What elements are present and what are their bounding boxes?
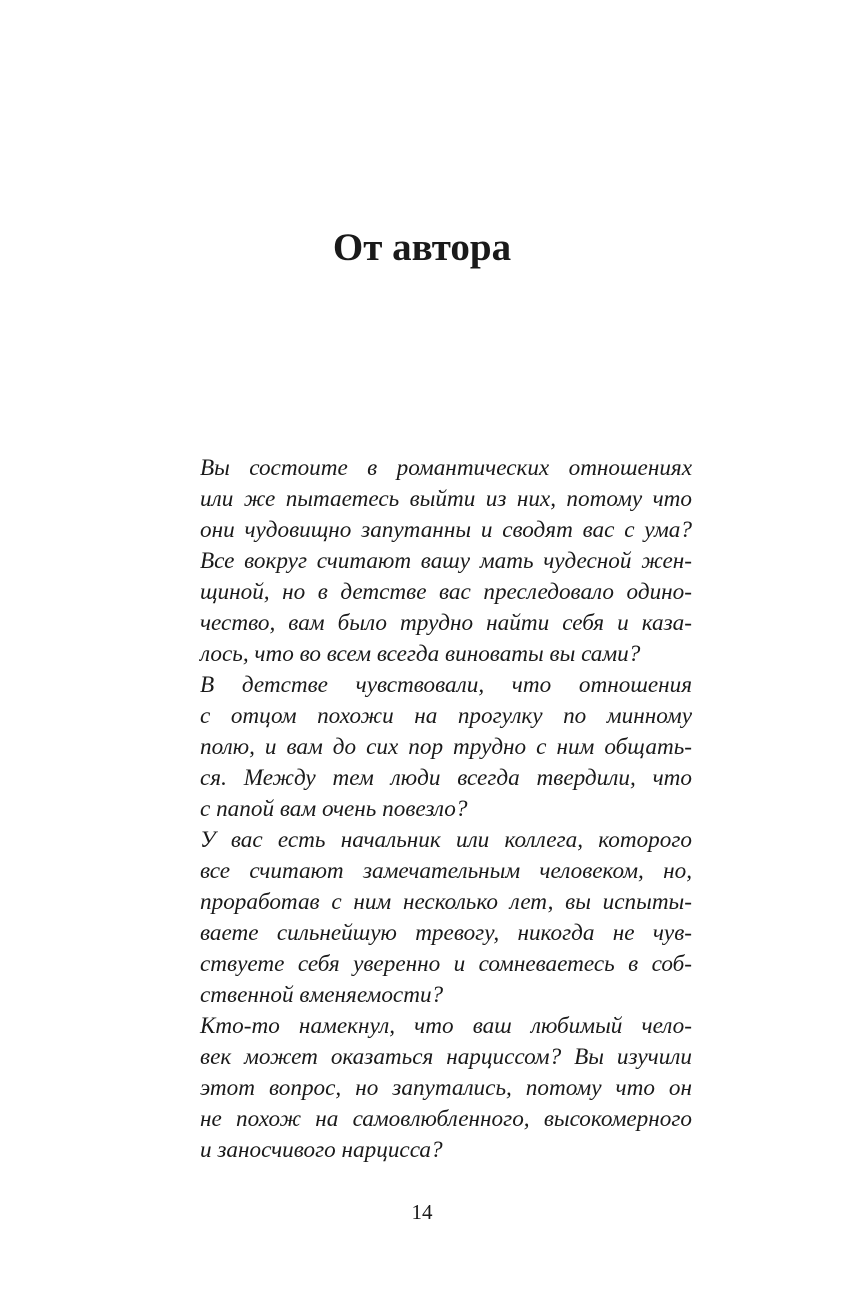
page-number: 14 bbox=[411, 1200, 433, 1224]
text-line: чество, вам было трудно найти себя и каза- bbox=[200, 610, 692, 636]
text-line: лось, что во всем всегда виноваты вы сами? bbox=[200, 641, 641, 667]
text-line: ся. Между тем люди всегда твердили, что bbox=[200, 765, 692, 791]
text-line: проработав с ним несколько лет, вы испыты- bbox=[200, 889, 692, 915]
text-line: ственной вменяемости? bbox=[200, 982, 444, 1008]
text-line: полю, и вам до сих пор трудно с ним общать- bbox=[200, 734, 692, 760]
text-line: ствуете себя уверенно и сомневаетесь в соб- bbox=[200, 951, 692, 977]
text-line: ваете сильнейшую тревогу, никогда не чув- bbox=[200, 920, 692, 946]
text-line: В детстве чувствовали, что отношения bbox=[200, 672, 692, 698]
text-line: Все вокруг считают вашу мать чудесной жен- bbox=[200, 548, 692, 574]
text-line: Вы состоите в романтических отношениях bbox=[200, 455, 692, 481]
text-line: с отцом похожи на прогулку по минному bbox=[200, 703, 692, 729]
body-text bbox=[200, 453, 692, 1166]
text-line: и заносчивого нарцисса? bbox=[200, 1137, 443, 1163]
text-line: щиной, но в детстве вас преследовало одино- bbox=[200, 579, 692, 605]
text-line: с папой вам очень повезло? bbox=[200, 796, 468, 822]
text-line: Кто-то намекнул, что ваш любимый чело- bbox=[200, 1013, 692, 1039]
text-line: или же пытаетесь выйти из них, потому что bbox=[200, 486, 692, 512]
text-line: У вас есть начальник или коллега, которого bbox=[200, 827, 692, 853]
text-line: век может оказаться нарциссом? Вы изучили bbox=[200, 1044, 692, 1070]
text-line: все считают замечательным человеком, но, bbox=[200, 858, 692, 884]
text-line: этот вопрос, но запутались, потому что он bbox=[200, 1075, 692, 1101]
text-line: не похож на самовлюбленного, высокомерного bbox=[200, 1106, 692, 1132]
chapter-title: От автора bbox=[332, 226, 512, 269]
text-line: они чудовищно запутанны и сводят вас с ума? bbox=[200, 517, 692, 543]
